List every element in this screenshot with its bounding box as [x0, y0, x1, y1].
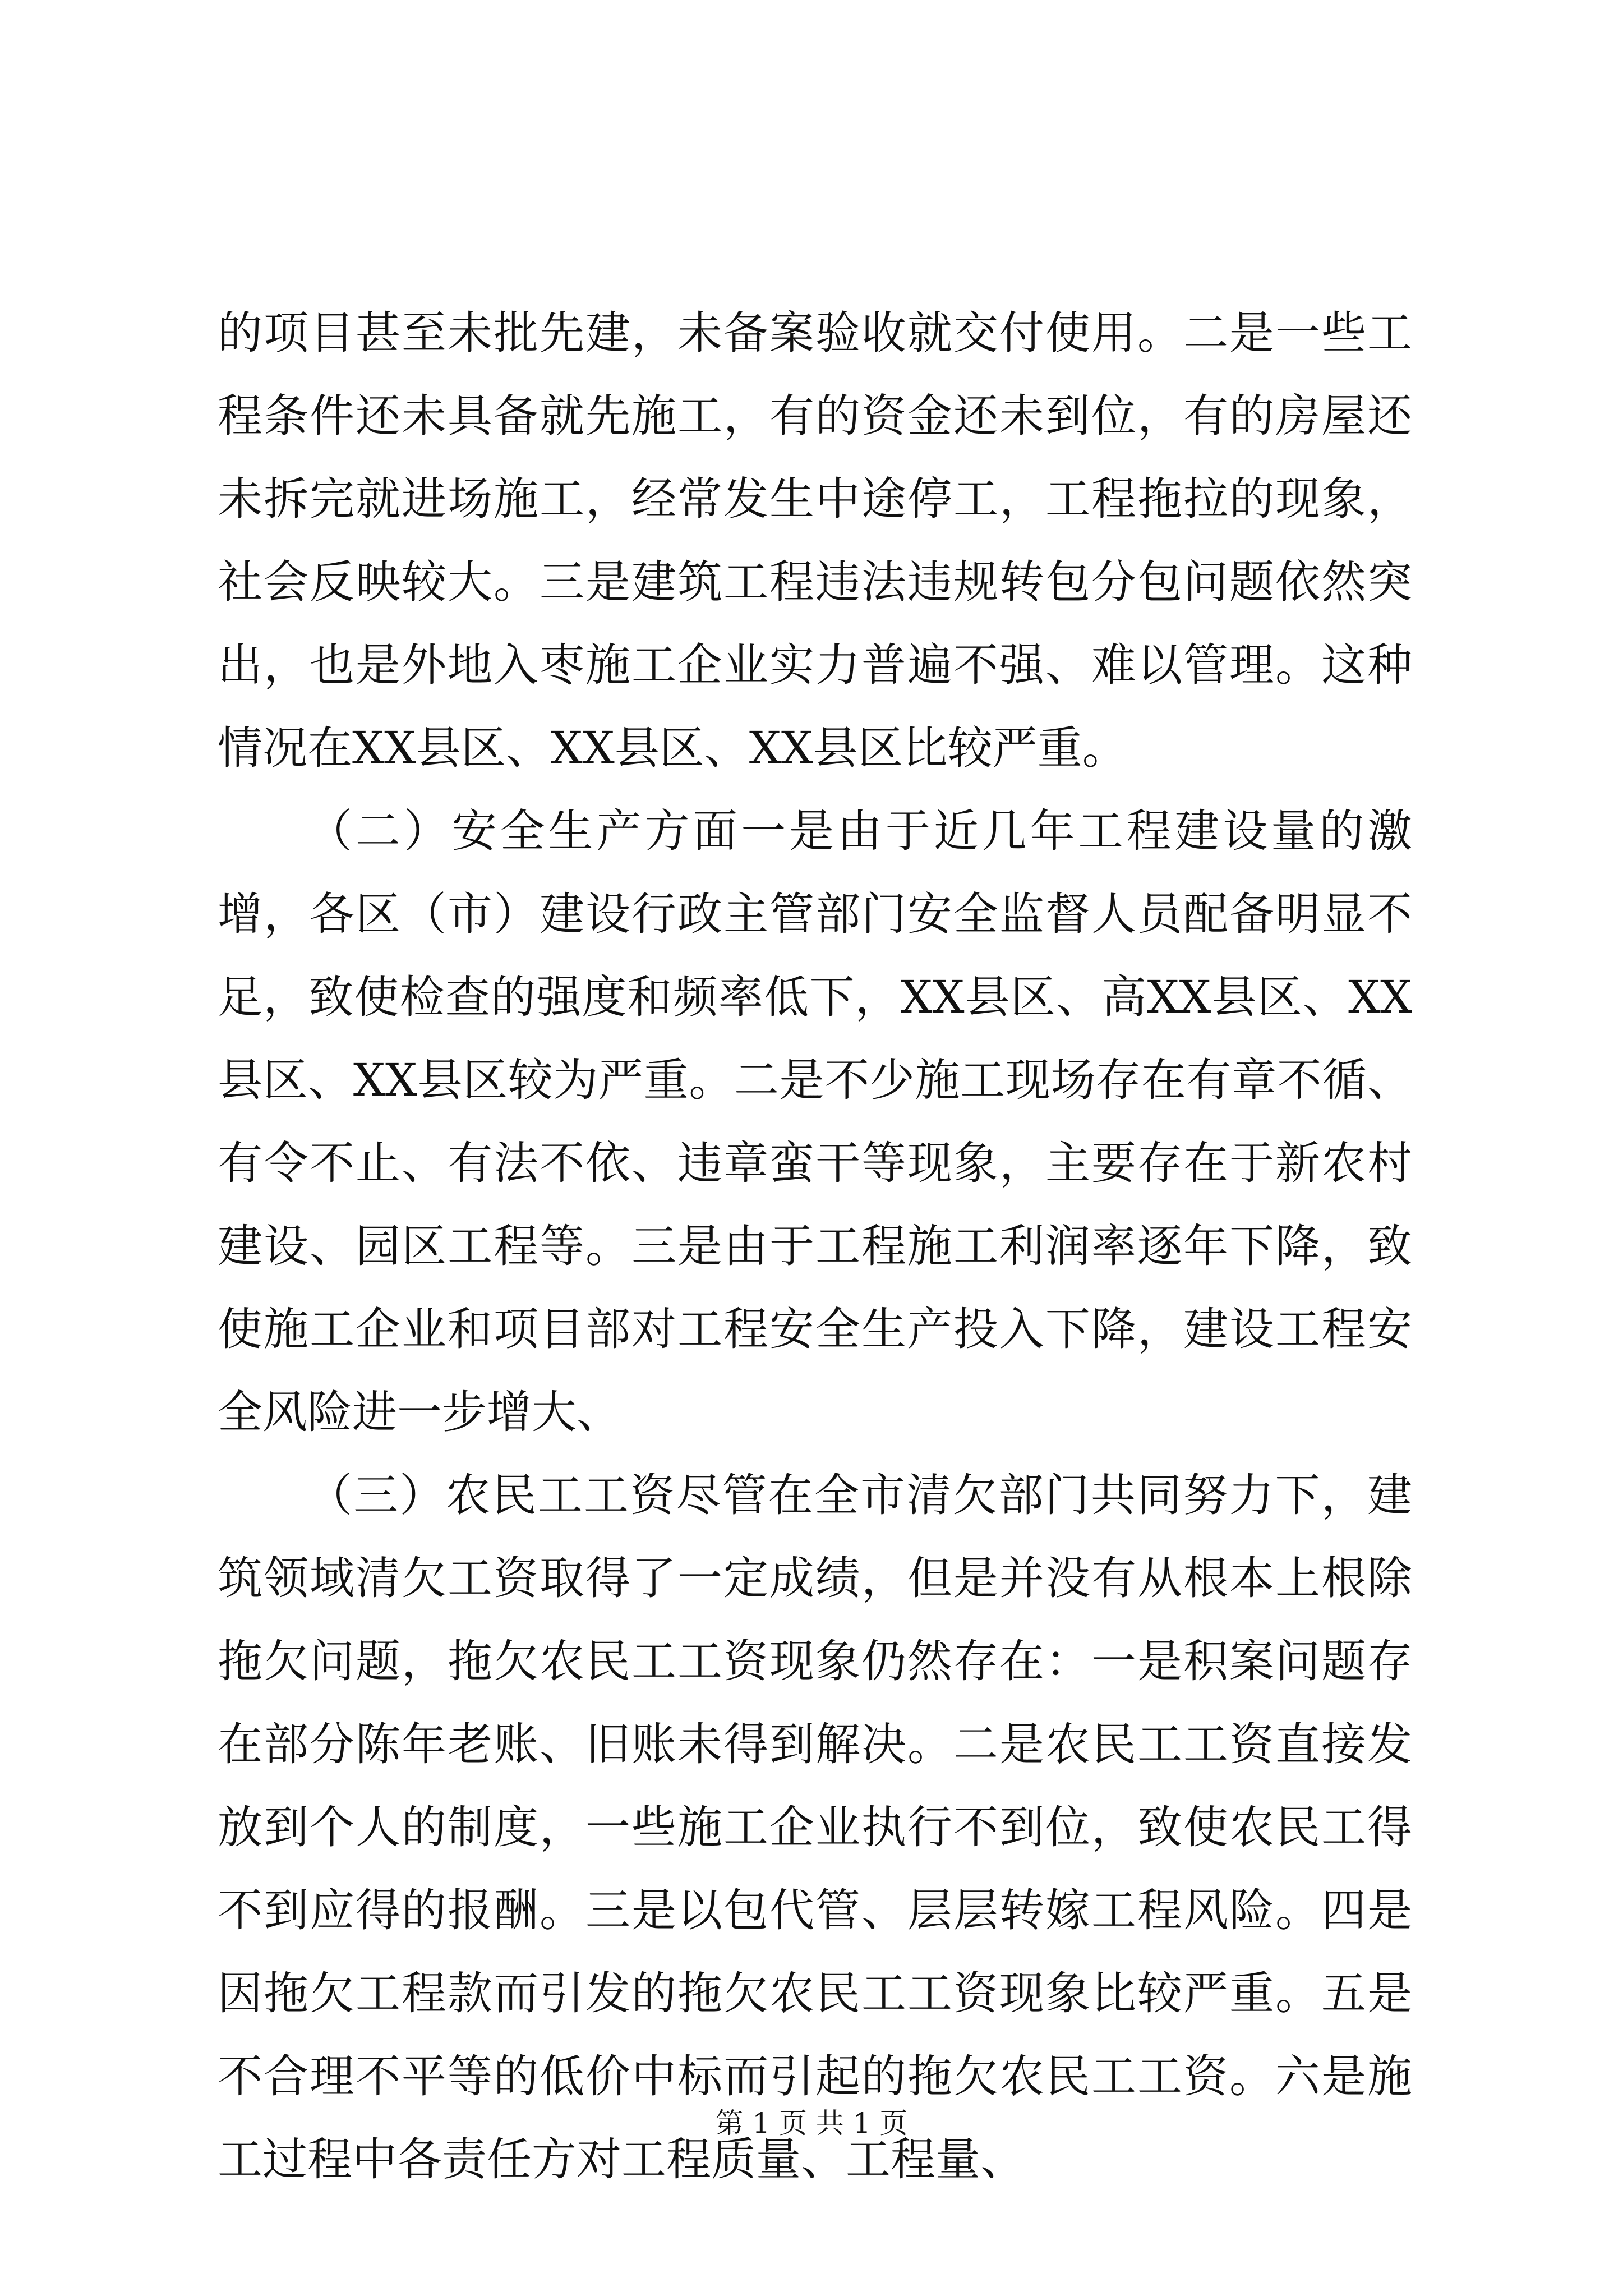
page-footer: 第 1 页 共 1 页 [715, 2107, 908, 2139]
paragraph-3: （三）农民工工资尽管在全市清欠部门共同努力下，建筑领域清欠工资取得了一定成绩，但是并没有从根本上根除拖欠问题，拖欠农民工工资现象仍然存在：一是积案问题存在部分陈年老账、旧账未得到解决。二是农民工工资直接发放到个人的制度，一些施工企业执行不到位，致使农民工得不到应得的报酬。三是以包代管、层层转嫁工程风险。四是因拖欠工程款而引发的拖欠农民工工资现象比较严重。五是不合理不平等的低价中标而引起的拖欠农民工工资。六是施工过程中各责任方对工程质量、工程量、 [218, 1469, 1412, 2185]
paragraph-2: （二）安全生产方面一是由于近几年工程建设量的激增，各区（市）建设行政主管部门安全监督人员配备明显不足，致使检查的强度和频率低下，XX县区、高XX县区、XX县区、XX县区较为严重。二是不少施工现场存在有章不循、有令不止、有法不依、违章蛮干等现象，主要存在于新农村建设、园区工程等。三是由于工程施工利润率逐年下降，致使施工企业和项目部对工程安全生产投入下降，建设工程安全风险进一步增大、 [218, 805, 1412, 1438]
paragraph-1: 的项目甚至未批先建，未备案验收就交付使用。二是一些工程条件还未具备就先施工，有的资金还未到位，有的房屋还未拆完就进场施工，经常发生中途停工，工程拖拉的现象，社会反映较大。三是建筑工程违法违规转包分包问题依然突出，也是外地入枣施工企业实力普遍不强、难以管理。这种情况在XX县区、XX县区、XX县区比较严重。 [218, 307, 1412, 774]
document-body [218, 292, 1412, 2201]
